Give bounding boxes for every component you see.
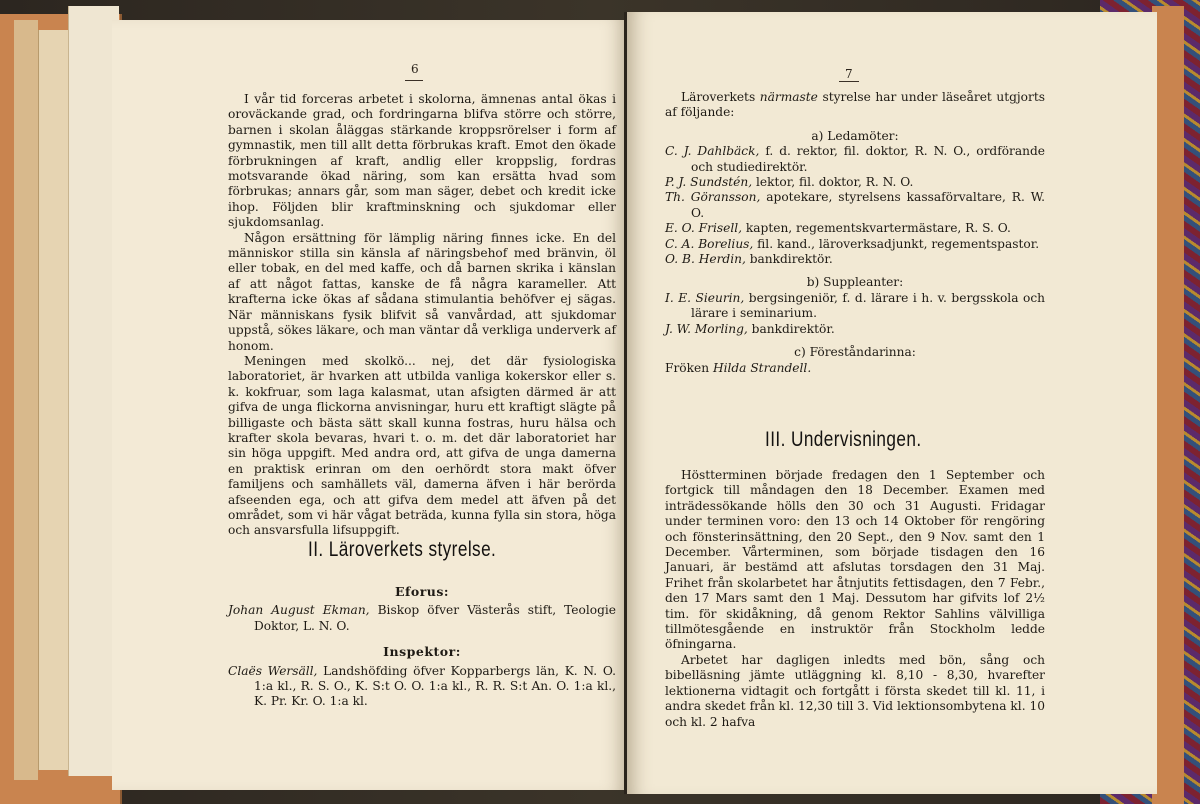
member-title: apotekare, styrelsens kassaförvaltare, R. W. O. bbox=[691, 190, 1046, 220]
body-text bbox=[665, 468, 1045, 730]
member-title: bankdirektör. bbox=[749, 252, 833, 267]
suppleanter-label: b) Suppleanter: bbox=[806, 275, 904, 290]
member-name: E. O. Frisell, bbox=[665, 221, 742, 236]
member-name: J. W. Morling, bbox=[665, 321, 748, 336]
intro bbox=[665, 90, 1045, 121]
member-title: bankdirektör. bbox=[751, 321, 835, 336]
eforus-entry bbox=[228, 603, 616, 634]
paragraph: Någon ersättning för lämplig näring finnes icke. En del människor stilla sin känsla af näringsbehof med bränvin, öl eller tobak, en del med kaffe, och då barnen skrika i känslan af att något fattas, kanske de få några karameller. Att krafterna icke ökas af sådana stimulantia behöfver ej sägas. När människans fysik blifvit så vanvårdad, att sjukdomar uppstå, sökes läkare, och man väntar då verkliga underverk af honom. bbox=[228, 230, 616, 353]
paragraph: I vår tid forceras arbetet i skolorna, ämnenas antal ökas i oroväckande grad, och fordringarna blifva större och större, barnen i skolan åläggas stärkande kroppsrörelser i form af gymnastik, men till allt detta förbrukas kraft. Emot den ökade förbrukningen af kraft, andlig eller kroppslig, fordras motsvarande ökad näring, som kan ersätta hvad som förbrukas; annars går, som man säger, debet och kredit icke ihop. Följden blir kraftminskning och sjukdomar eller sjukdomsanlag. bbox=[228, 92, 616, 230]
section-heading: II. Läroverkets styrelse. bbox=[308, 538, 497, 561]
eforus-label: Eforus: bbox=[394, 584, 450, 599]
eforus-name: Johan August Ekman, bbox=[228, 603, 370, 618]
page-number: 6 bbox=[411, 62, 419, 76]
member-entry bbox=[665, 322, 1045, 337]
member-name: P. J. Sundstén, bbox=[665, 175, 753, 190]
inspektor-entry bbox=[228, 664, 616, 710]
ledamoter-label: a) Ledamöter: bbox=[811, 128, 899, 143]
forestandarinna-name: Hilda Strandell. bbox=[712, 360, 812, 375]
suppleanter-list bbox=[665, 291, 1045, 337]
member-entry bbox=[665, 144, 1045, 175]
inspektor-text: Landshöfding öfver Kopparbergs län, K. N. O. 1:a kl., R. S. O., K. S:t O. O. 1:a kl., R. R. S:t An. O. 1:a kl., K. Pr. Kr. O. 1:a kl. bbox=[254, 663, 617, 709]
paragraph: Meningen med skolkö... nej, det där fysiologiska laboratoriet, är hvarken att utbilda vanliga kokerskor eller s. k. kokfruar, som laga kalasmat, utan afsigten därmed är att gifva de unga flickorna anvisningar, huru ett kraftigt slägte på billigaste och bästa sätt skall kunna fostras, huru hälsa och krafter skola bevaras, hvari t. o. m. det där laboratoriet har sin höga uppgift. Med andra ord, att gifva de unga damerna en praktisk erinran om den oerhördt stora makt öfver familjens och samhällets väl, damerna äfven i här berörda afseenden ega, och att gifva dem medel att äfven på det området, som vi här vågat beträda, kunna fylla sin stora, höga och ansvarsfulla lifsuppgift. bbox=[228, 353, 616, 538]
page-edges bbox=[14, 20, 38, 780]
member-entry bbox=[665, 221, 1045, 236]
right-page bbox=[627, 12, 1157, 794]
member-name: Th. Göransson, bbox=[665, 190, 761, 205]
member-entry bbox=[665, 237, 1045, 252]
body-text bbox=[665, 90, 1045, 376]
member-name: C. A. Borelius, bbox=[665, 236, 754, 251]
body-text bbox=[228, 92, 616, 539]
inspektor-name: Claës Wersäll, bbox=[228, 663, 318, 678]
member-entry bbox=[665, 175, 1045, 190]
member-title: bergsingeniör, f. d. lärare i h. v. bergsskola och lärare i seminarium. bbox=[691, 290, 1045, 321]
intro-pre: Läroverkets bbox=[681, 90, 756, 104]
page-number-rule bbox=[839, 81, 859, 82]
member-entry bbox=[665, 291, 1045, 322]
member-name: O. B. Herdin, bbox=[665, 252, 746, 267]
intro-post: styrelse har under läseåret utgjorts af följande: bbox=[665, 90, 1045, 120]
page-edges bbox=[38, 30, 69, 770]
left-page bbox=[112, 20, 627, 790]
paragraph: Höstterminen började fredagen den 1 September och fortgick till måndagen den 18 December. Examen med inträdessökande hölls den 30 och 31 Augusti. Fridagar under terminen voro: den 13 och 14 Oktober för rengöring och fönsterinsättning, den 20 Sept., den 9 Nov. samt den 1 December. Vårterminen, som började tisdagen den 16 Januari, är bestämd att afslutas torsdagen den 31 Maj. Frihet från skolarbetet har åtnjutits fettisdagen, den 7 Febr., den 17 Mars samt den 1 Maj. Dessutom har gifvits lof 2½ tim. för skidåkning, då genom Rektor Sahlins välvilliga tillmötesgående en instruktör från Stockholm ledde öfningarna. bbox=[665, 468, 1045, 652]
member-entry bbox=[665, 252, 1045, 267]
member-title: fil. kand., läroverksadjunkt, regementspastor. bbox=[757, 236, 1040, 251]
member-entry bbox=[665, 190, 1045, 221]
paragraph: Arbetet har dagligen inledts med bön, sång och bibelläsning jämte utläggning kl. 8,10 - 8,30, hvarefter lektionerna vidtagit och fortgått i första skedet till kl. 11, i andra skedet från kl. 12,30 till 3. Vid lektionsombytena kl. 10 och kl. 2 hafva bbox=[665, 652, 1045, 729]
eforus-text: Biskop öfver Västerås stift, Teologie Doktor, L. N. O. bbox=[254, 603, 617, 633]
member-title: f. d. rektor, fil. doktor, R. N. O., ordförande och studiedirektör. bbox=[691, 144, 1046, 174]
forestandarinna-pre: Fröken bbox=[665, 360, 710, 375]
inspektor-label: Inspektor: bbox=[383, 644, 461, 660]
member-name: C. J. Dahlbäck, bbox=[665, 144, 760, 159]
styrelse-block bbox=[228, 580, 616, 710]
member-title: kapten, regementskvartermästare, R. S. O. bbox=[745, 221, 1011, 236]
member-title: lektor, fil. doktor, R. N. O. bbox=[755, 175, 914, 190]
forestandarinna-label: c) Föreståndarinna: bbox=[794, 345, 916, 360]
page-number-rule bbox=[405, 80, 423, 81]
page-number: 7 bbox=[845, 67, 853, 81]
forestandarinna-entry bbox=[665, 361, 1045, 376]
ledamoter-list bbox=[665, 144, 1045, 267]
intro-emphasis: närmaste bbox=[759, 90, 818, 104]
member-name: I. E. Sieurin, bbox=[665, 290, 745, 305]
section-heading: III. Undervisningen. bbox=[765, 428, 922, 451]
